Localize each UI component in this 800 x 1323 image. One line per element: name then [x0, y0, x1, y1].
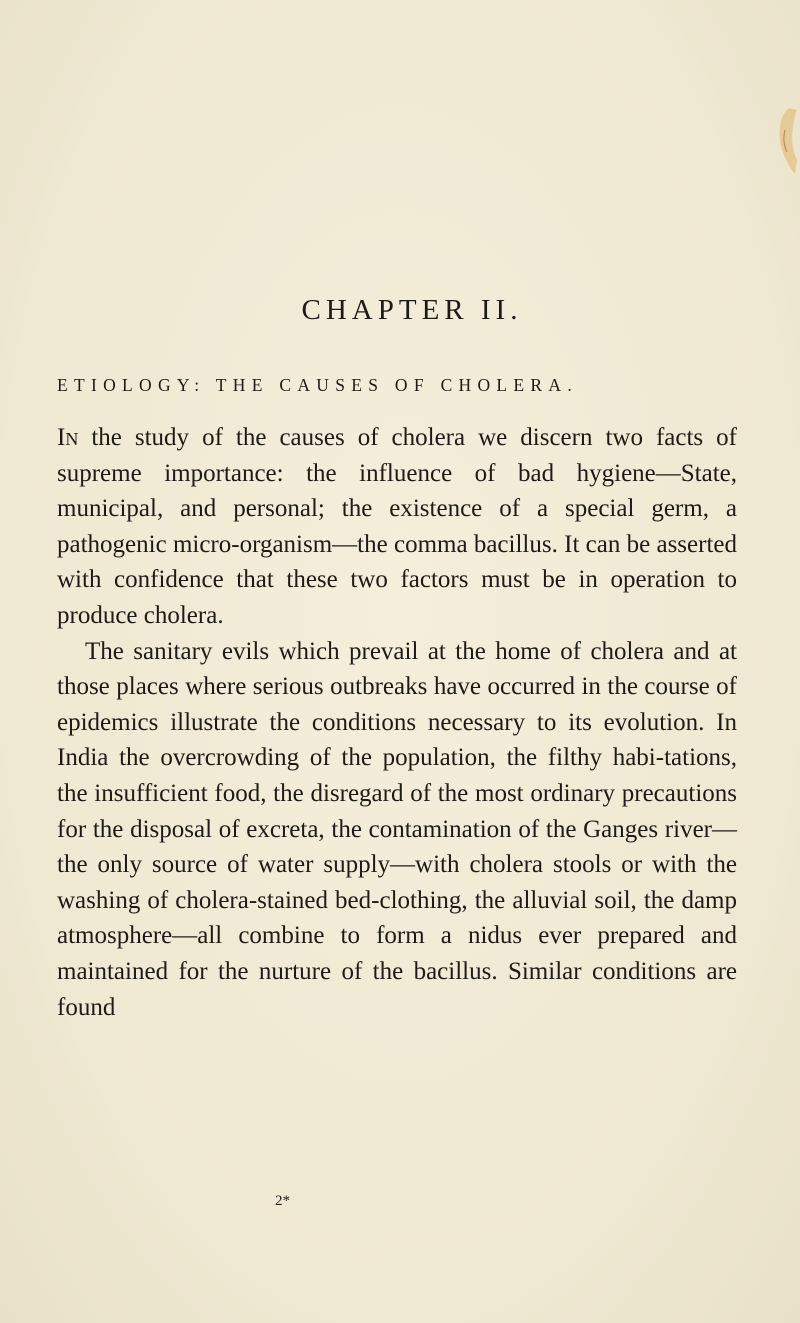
- chapter-subtitle: ETIOLOGY: THE CAUSES OF CHOLERA.: [57, 375, 578, 395]
- paragraph-2-text: The sanitary evils which prevail at the home of cholera and at those places where serious outbreaks have occurred in the course of epidemics illustrate the conditions necessary to its evolution. In India the overcrowding of the population, the filthy habi-tations, the insufficient food, the disregard of the most ordinary precautions for the disposal of excreta, the contamination of the Ganges river—the only source of water supply—with cholera stools or with the washing of cholera-stained bed-clothing, the alluvial soil, the damp atmosphere—all combine to form a nidus ever prepared and maintained for the nurture of the bacillus. Similar conditions are found: [57, 637, 737, 1021]
- body-text: [57, 420, 737, 1025]
- paragraph-1: [57, 420, 737, 634]
- signature-mark: 2*: [275, 1193, 290, 1209]
- paragraph-1-text: the study of the causes of cholera we discern two facts of supreme importance: the influence of bad hygiene—State, municipal, and personal; the existence of a special germ, a pathogenic micro-organism—the comma bacillus. It can be asserted with confidence that these two factors must be in operation to produce cholera.: [57, 424, 737, 629]
- paragraph-2: [57, 634, 737, 1026]
- paragraph-lead-word: In: [57, 424, 79, 451]
- paper-stain-mark: [775, 100, 799, 180]
- chapter-title: CHAPTER II.: [301, 294, 523, 326]
